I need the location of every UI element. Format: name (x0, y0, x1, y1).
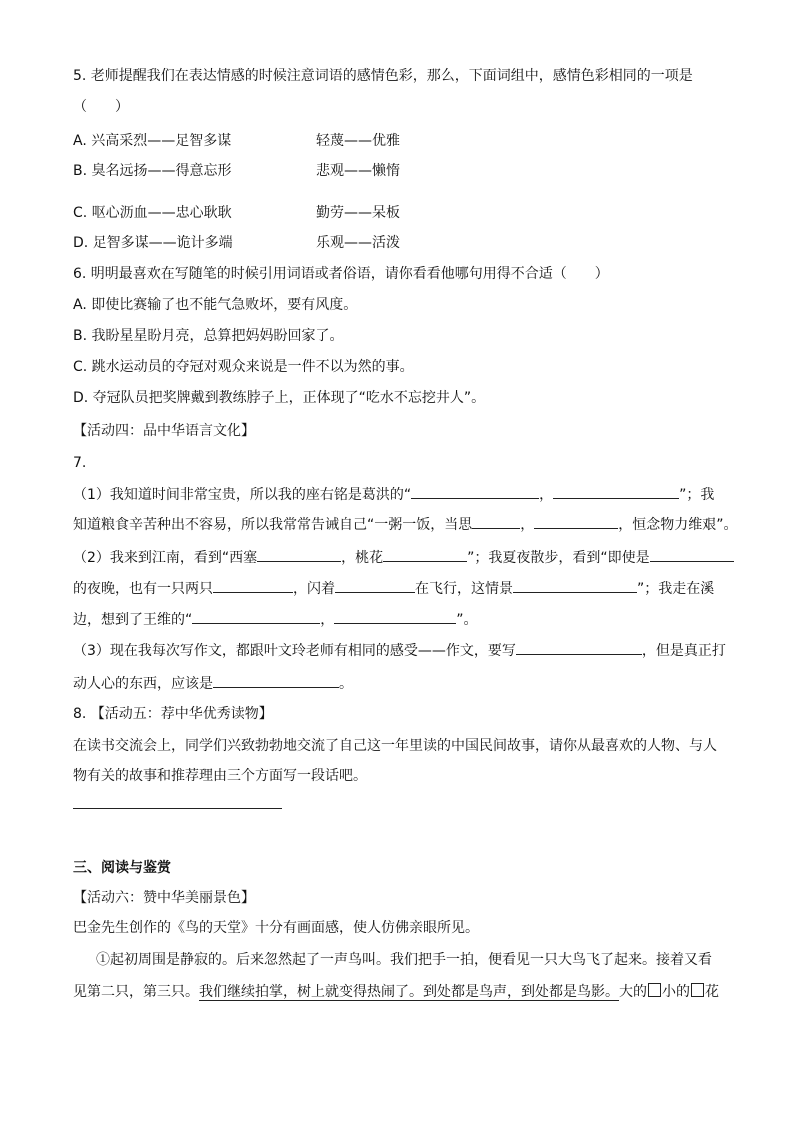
q6-stem: 6. 明明最喜欢在写随笔的时候引用词语或者俗语，请你看看他哪句用得不合适（ ） (73, 266, 609, 282)
q7-part1-line2 (73, 514, 738, 535)
text: 小的 (662, 984, 690, 1000)
q5-option-a-second: 轻蔑——优雅 (316, 133, 400, 149)
text: ，闪着 (293, 581, 335, 597)
passage-intro: 巴金先生创作的《鸟的天堂》十分有画面感，使人仿佛亲眼所见。 (73, 920, 479, 936)
text: 花 (705, 984, 719, 1000)
q7-part2-line2 (73, 578, 714, 599)
q8-title: 8. 【活动五：荐中华优秀读物】 (73, 706, 273, 722)
activity-4-title: 【活动四：品中华语言文化】 (73, 423, 255, 439)
fill-blank[interactable] (650, 547, 734, 562)
text: ， (320, 612, 335, 628)
fill-blank[interactable] (213, 578, 293, 593)
text: ， (539, 487, 554, 503)
q7-part3-line1 (73, 640, 726, 661)
q8-body-line1: 在读书交流会上，同学们兴致勃勃地交流了自己这一年里读的中国民间故事，请你从最喜欢的人物、与人 (73, 738, 717, 754)
option-text: 呕心沥血——忠心耿耿 (91, 205, 232, 221)
text: 动人心的东西，应该是 (73, 676, 213, 692)
q5-option-a (73, 131, 231, 151)
answer-line[interactable] (73, 808, 282, 809)
fill-blank[interactable] (553, 484, 679, 499)
option-label: B. (73, 163, 88, 179)
fill-blank[interactable] (513, 578, 637, 593)
option-label: A. (73, 133, 87, 149)
option-text: 足智多谋——诡计多端 (92, 235, 233, 251)
passage-line2 (73, 982, 719, 1002)
passage-line1: ①起初周围是静寂的。后来忽然起了一声鸟叫。我们把手一拍，便看见一只大鸟飞了起来。接着又看 (96, 952, 712, 968)
text: ，恒念物力维艰”。 (618, 517, 738, 533)
fill-blank[interactable] (472, 514, 520, 529)
q7-part1-line1 (73, 484, 714, 505)
q6-option-a: A. 即使比赛输了也不能气急败坏，要有风度。 (73, 297, 358, 313)
fill-blank[interactable] (213, 673, 339, 688)
text: 知道粮食辛苦种出不容易，所以我常常告诫自己“一粥一饭，当思 (73, 517, 473, 533)
q8-body-line2: 物有关的故事和推荐理由三个方面写一段话吧。 (73, 768, 367, 784)
punctuation-box[interactable] (691, 983, 704, 997)
text: 的夜晚，也有一只两只 (73, 581, 213, 597)
underlined-text: 我们继续拍掌，树上就变得热闹了。到处都是鸟声，到处都是鸟影。 (199, 984, 619, 1000)
text: ”。 (456, 612, 478, 628)
text: （2）我来到江南，看到“西塞 (73, 550, 258, 566)
q5-option-d (73, 233, 233, 253)
q7-part2-line3 (73, 609, 478, 630)
q5-option-c-second: 勤劳——呆板 (316, 205, 400, 221)
q5-option-c (73, 203, 232, 223)
option-text: 臭名远扬——得意忘形 (91, 163, 232, 179)
q6-option-b: B. 我盼星星盼月亮，总算把妈妈盼回家了。 (73, 328, 344, 344)
fill-blank[interactable] (534, 514, 618, 529)
punctuation-box[interactable] (648, 983, 661, 997)
text: （1）我知道时间非常宝贵，所以我的座右铭是葛洪的“ (73, 487, 412, 503)
q5-option-d-second: 乐观——活泼 (316, 235, 400, 251)
text: 大的 (619, 984, 647, 1000)
text: 。 (339, 676, 353, 692)
text: ”；我走在溪 (637, 581, 715, 597)
fill-blank[interactable] (335, 578, 415, 593)
text: ”；我夏夜散步，看到“即使是 (467, 550, 650, 566)
q6-option-c: C. 跳水运动员的夺冠对观众来说是一件不以为然的事。 (73, 359, 414, 375)
fill-blank[interactable] (257, 547, 341, 562)
text: ，桃花 (341, 550, 384, 566)
text: ”；我 (679, 487, 715, 503)
text: ， (520, 517, 535, 533)
text: ，但是真正打 (641, 643, 726, 659)
q6-option-d: D. 夺冠队员把奖牌戴到教练脖子上，正体现了“吃水不忘挖井人”。 (73, 390, 486, 406)
q7-part2-line1 (73, 547, 734, 568)
fill-blank[interactable] (411, 484, 539, 499)
fill-blank[interactable] (383, 547, 467, 562)
fill-blank[interactable] (516, 640, 642, 655)
section-3-heading: 三、阅读与鉴赏 (73, 860, 171, 876)
q5-stem: 5. 老师提醒我们在表达情感的时候注意词语的感情色彩，那么，下面词组中，感情色彩相同的一项是 (73, 68, 693, 84)
text: 见第二只，第三只。 (73, 984, 199, 1000)
q5-option-b (73, 161, 232, 181)
option-label: D. (73, 235, 89, 251)
q5-answer-paren: （ ） (73, 99, 129, 115)
q7-number: 7. (73, 455, 87, 471)
fill-blank[interactable] (192, 609, 320, 624)
fill-blank[interactable] (334, 609, 456, 624)
option-text: 兴高采烈——足智多谋 (91, 133, 232, 149)
option-label: C. (73, 205, 88, 221)
text: 在飞行，这情景 (415, 581, 513, 597)
activity-6-title: 【活动六：赞中华美丽景色】 (73, 890, 255, 906)
q7-part3-line2 (73, 673, 353, 694)
text: 边，想到了王维的“ (73, 612, 193, 628)
text: （3）现在我每次写作文，都跟叶文玲老师有相同的感受——作文，要写 (73, 643, 516, 659)
q5-option-b-second: 悲观——懒惰 (316, 163, 400, 179)
